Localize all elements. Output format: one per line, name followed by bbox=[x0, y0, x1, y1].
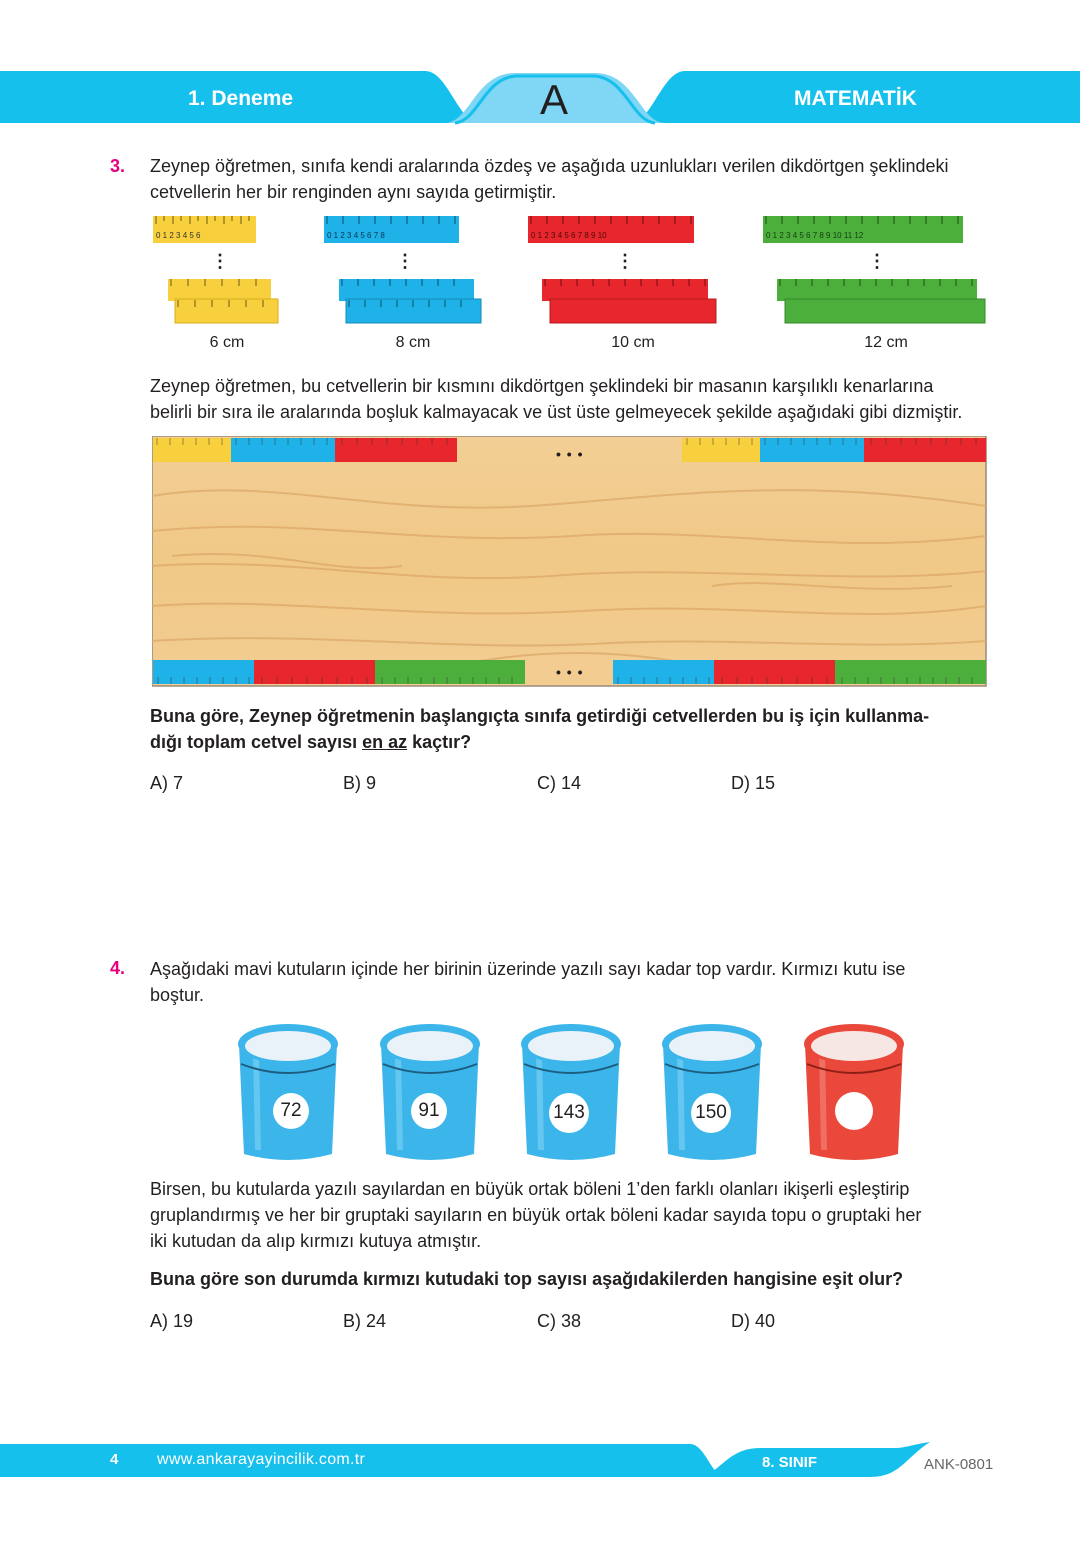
table-top-ellipsis: • • • bbox=[556, 446, 584, 462]
grade-label: 8. SINIF bbox=[762, 1454, 818, 1471]
q4-option-d[interactable] bbox=[731, 1311, 775, 1332]
publisher-url[interactable]: www.ankarayayincilik.com.tr bbox=[157, 1451, 366, 1468]
ruler-label-blue: 8 cm bbox=[395, 334, 431, 351]
q3-option-b[interactable] bbox=[343, 773, 376, 794]
q4-option-b[interactable] bbox=[343, 1311, 386, 1332]
box-label-143: 143 bbox=[549, 1093, 589, 1133]
svg-text:⋮: ⋮ bbox=[211, 251, 229, 271]
question-4-intro-line1: Aşağıdaki mavi kutuların içinde her birinin üzerinde yazılı sayı kadar top vardır. Kırmızı kutu ise bbox=[150, 959, 906, 979]
box-label-150: 150 bbox=[691, 1093, 731, 1133]
question-4-body-line1: Birsen, bu kutularda yazılı sayılardan en büyük ortak böleni 1’den farklı olanları ikişerli eşleştirip bbox=[150, 1179, 910, 1199]
question-3-prompt-pre: dığı toplam cetvel sayısı bbox=[150, 732, 363, 752]
q3-option-d-letter: D) bbox=[731, 773, 750, 793]
page-number: 4 bbox=[110, 1451, 119, 1468]
question-4-body bbox=[150, 1176, 998, 1254]
question-4-body-line3: iki kutudan da alıp kırmızı kutuya atmıştır. bbox=[150, 1231, 482, 1251]
question-3-prompt bbox=[150, 703, 998, 755]
question-4-number: 4. bbox=[110, 958, 126, 978]
q3-option-b-value: 9 bbox=[366, 773, 377, 793]
question-3-prompt-line2 bbox=[150, 729, 998, 755]
question-3-prompt-post: kaçtır? bbox=[407, 732, 472, 752]
box-label-72: 72 bbox=[273, 1093, 309, 1129]
q3-option-c-letter: C) bbox=[537, 773, 556, 793]
svg-text:0 1 2 3 4 5 6: 0 1 2 3 4 5 6 bbox=[156, 231, 201, 240]
ruler-stack-green bbox=[763, 216, 993, 328]
question-3-intro-line2: cetvellerin her bir renginden aynı sayıda getirmiştir. bbox=[150, 182, 557, 202]
wooden-table bbox=[152, 436, 988, 688]
question-4-prompt: Buna göre son durumda kırmızı kutudaki top sayısı aşağıdakilerden hangisine eşit olur? bbox=[150, 1269, 904, 1289]
ruler-label-green: 12 cm bbox=[864, 334, 908, 351]
question-3-intro bbox=[150, 153, 998, 205]
q4-option-a-value: 19 bbox=[173, 1311, 194, 1331]
ruler-label-yellow: 6 cm bbox=[209, 334, 245, 351]
q3-option-b-letter: B) bbox=[343, 773, 361, 793]
q3-option-d[interactable] bbox=[731, 773, 775, 794]
question-4-intro-line2: boştur. bbox=[150, 985, 205, 1005]
booklet-code: ANK-0801 bbox=[924, 1456, 994, 1473]
svg-text:0 1 2 3 4 5 6 7 8: 0 1 2 3 4 5 6 7 8 bbox=[327, 231, 385, 240]
booklet-letter: A bbox=[539, 76, 568, 123]
question-3-middle-line2: belirli bir sıra ile aralarında boşluk kalmayacak ve üst üste gelmeyecek şekilde aşağıdaki gibi dizmiştir. bbox=[150, 402, 963, 422]
svg-text:0 1 2 3 4 5 6 7 8 9 10 11 12: 0 1 2 3 4 5 6 7 8 9 10 11 12 bbox=[766, 231, 864, 240]
red-box-empty bbox=[802, 1022, 906, 1164]
q4-option-d-value: 40 bbox=[755, 1311, 776, 1331]
table-bottom-ellipsis: • • • bbox=[556, 664, 584, 680]
box-label-91: 91 bbox=[411, 1093, 447, 1129]
question-4-body-line2: gruplandırmış ve her bir gruptaki sayıların en büyük ortak böleni kadar sayıda topu o gruptaki her bbox=[150, 1205, 922, 1225]
svg-text:0 1 2 3 4 5 6 7 8 9 10: 0 1 2 3 4 5 6 7 8 9 10 bbox=[531, 231, 607, 240]
q3-option-d-value: 15 bbox=[755, 773, 776, 793]
ruler-stack-blue bbox=[324, 216, 489, 328]
question-3-prompt-line1: Buna göre, Zeynep öğretmenin başlangıçta sınıfa getirdiği cetvellerden bu iş için kullanma- bbox=[150, 706, 930, 726]
q3-option-c[interactable] bbox=[537, 773, 581, 794]
ruler-stack-red bbox=[528, 216, 728, 328]
q4-option-b-letter: B) bbox=[343, 1311, 361, 1331]
question-3-middle bbox=[150, 373, 998, 425]
svg-text:⋮: ⋮ bbox=[616, 251, 634, 271]
question-3-number: 3. bbox=[110, 156, 126, 176]
exam-title: 1. Deneme bbox=[188, 87, 294, 110]
ruler-stack-yellow bbox=[153, 216, 283, 328]
q3-option-c-value: 14 bbox=[561, 773, 582, 793]
question-3-middle-line1: Zeynep öğretmen, bu cetvellerin bir kısmını dikdörtgen şeklindeki bir masanın karşılıklı kenarlarına bbox=[150, 376, 934, 396]
q4-option-a[interactable] bbox=[150, 1311, 193, 1332]
ruler-label-red: 10 cm bbox=[611, 334, 655, 351]
question-3-prompt-emphasis: en az bbox=[362, 732, 408, 752]
q3-option-a[interactable] bbox=[150, 773, 183, 794]
svg-text:⋮: ⋮ bbox=[396, 251, 414, 271]
q3-option-a-value: 7 bbox=[173, 773, 184, 793]
q4-option-c[interactable] bbox=[537, 1311, 581, 1332]
q3-option-a-letter: A) bbox=[150, 773, 168, 793]
q4-option-c-value: 38 bbox=[561, 1311, 582, 1331]
question-4-intro bbox=[150, 956, 998, 1008]
q4-option-b-value: 24 bbox=[366, 1311, 387, 1331]
q4-option-d-letter: D) bbox=[731, 1311, 750, 1331]
subject-title: MATEMATİK bbox=[794, 87, 917, 110]
q4-option-a-letter: A) bbox=[150, 1311, 168, 1331]
question-3-intro-line1: Zeynep öğretmen, sınıfa kendi aralarında özdeş ve aşağıda uzunlukları verilen dikdörtgen şeklindeki bbox=[150, 156, 949, 176]
svg-text:⋮: ⋮ bbox=[868, 251, 886, 271]
q4-option-c-letter: C) bbox=[537, 1311, 556, 1331]
